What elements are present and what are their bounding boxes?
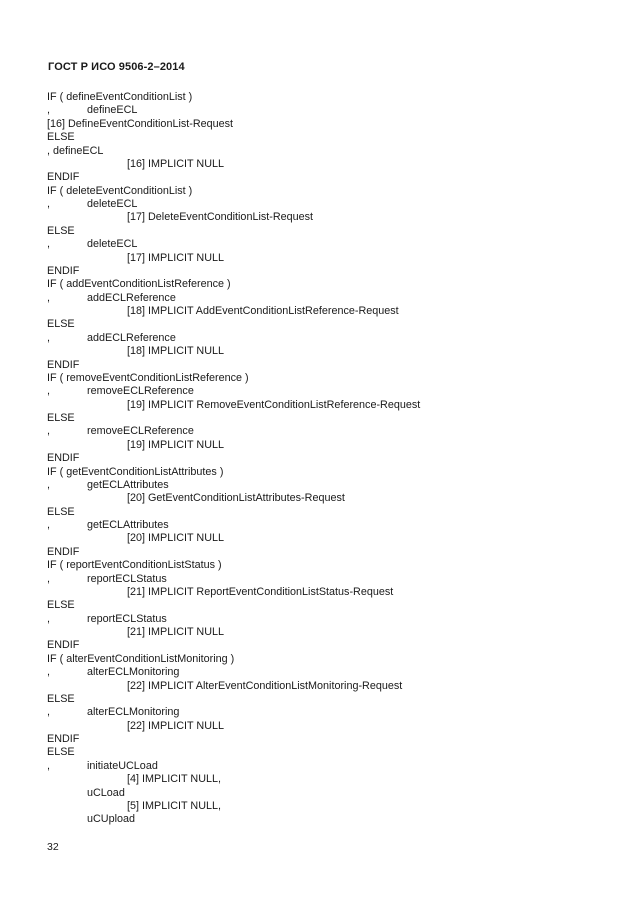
code-line-text: [19] IMPLICIT RemoveEventConditionListReference-Request [127, 398, 421, 411]
code-line-text: [20] IMPLICIT NULL [127, 532, 225, 545]
code-line-text: [21] IMPLICIT ReportEventConditionListStatus-Request [127, 585, 394, 598]
code-line [47, 639, 607, 652]
code-line-text: uCLoad [87, 786, 125, 799]
comma-separator: , [47, 612, 50, 625]
code-line-text: addECLReference [87, 331, 176, 344]
code-line-text: deleteECL [87, 238, 138, 251]
code-line [47, 305, 607, 318]
code-line-text: ENDIF [47, 171, 80, 184]
code-line [47, 158, 607, 171]
comma-separator: , [47, 478, 50, 491]
code-line [47, 492, 607, 505]
code-line [47, 372, 607, 385]
comma-separator: , [47, 759, 50, 772]
code-line-text: getECLAttributes [87, 478, 169, 491]
code-line [47, 345, 607, 358]
code-line [47, 452, 607, 465]
code-line-text: IF ( addEventConditionListReference ) [47, 278, 231, 291]
code-line [47, 225, 607, 238]
comma-separator: , [47, 385, 50, 398]
code-line-text: ENDIF [47, 358, 80, 371]
code-line-text: ENDIF [47, 264, 80, 277]
code-line-text: ELSE [47, 412, 75, 424]
comma-separator: , [47, 572, 50, 585]
code-line-text: [20] GetEventConditionListAttributes-Request [127, 492, 345, 505]
code-line-text: IF ( alterEventConditionListMonitoring ) [47, 652, 235, 665]
code-line [47, 813, 607, 826]
code-line [47, 318, 607, 331]
code-line-text: [19] IMPLICIT NULL [127, 438, 225, 451]
code-line-text: [17] DeleteEventConditionList-Request [127, 211, 314, 224]
code-line-text: IF ( deleteEventConditionList ) [47, 184, 193, 197]
code-line-text: alterECLMonitoring [87, 666, 180, 679]
code-line [47, 546, 607, 559]
code-line-text: ELSE [47, 692, 75, 705]
code-line-text: IF ( getEventConditionListAttributes ) [47, 465, 224, 478]
code-line-text: initiateUCLoad [87, 759, 158, 772]
code-line-text: [22] IMPLICIT AlterEventConditionListMonitoring-Request [127, 679, 403, 692]
code-line [47, 278, 607, 291]
code-line-text: [16] IMPLICIT NULL [127, 157, 225, 170]
code-line [47, 412, 607, 425]
code-line [47, 332, 607, 345]
comma-separator: , [47, 238, 50, 251]
code-line-text: [5] IMPLICIT NULL, [127, 799, 222, 812]
code-line-text: IF ( defineEventConditionList ) [47, 91, 193, 103]
code-line-text: ENDIF [47, 452, 80, 465]
code-line-text: [16] DefineEventConditionList-Request [47, 117, 234, 130]
code-line-text: IF ( reportEventConditionListStatus ) [47, 559, 222, 572]
code-line [47, 506, 607, 519]
code-line [47, 198, 607, 211]
code-line-text: ENDIF [47, 733, 80, 745]
code-line-text: ENDIF [47, 639, 80, 652]
code-line-text: defineECL [87, 104, 138, 117]
code-line [47, 385, 607, 398]
code-line-text: alterECLMonitoring [87, 706, 180, 719]
comma-separator: , [47, 706, 50, 719]
code-line-text: [18] IMPLICIT AddEventConditionListReference-Request [127, 305, 399, 317]
code-line [47, 532, 607, 545]
code-line-text: removeECLReference [87, 425, 194, 438]
code-line [47, 252, 607, 265]
code-line-text: removeECLReference [87, 385, 194, 398]
code-line [47, 693, 607, 706]
code-line-text: [18] IMPLICIT NULL [127, 345, 225, 358]
code-line [47, 706, 607, 719]
code-line-text: ELSE [47, 131, 75, 144]
code-line-text: reportECLStatus [87, 572, 167, 585]
code-line [47, 559, 607, 572]
comma-separator: , [47, 104, 50, 117]
code-line [47, 720, 607, 733]
code-line-text: getECLAttributes [87, 519, 169, 531]
code-line [47, 238, 607, 251]
code-line [47, 599, 607, 612]
code-line [47, 91, 607, 104]
code-line-text: [4] IMPLICIT NULL, [127, 773, 222, 786]
code-line [47, 466, 607, 479]
code-line [47, 265, 607, 278]
code-line [47, 104, 607, 117]
code-line [47, 399, 607, 412]
code-line [47, 439, 607, 452]
code-line-text: addECLReference [87, 291, 176, 304]
code-listing [47, 91, 607, 827]
standard-header: ГОСТ Р ИСО 9506-2–2014 [48, 61, 185, 73]
code-line [47, 519, 607, 532]
code-line-text: , defineECL [47, 144, 104, 157]
code-line [47, 680, 607, 693]
comma-separator: , [47, 291, 50, 304]
code-line [47, 131, 607, 144]
code-line [47, 145, 607, 158]
code-line-text: [17] IMPLICIT NULL [127, 251, 225, 264]
code-line [47, 773, 607, 786]
comma-separator: , [47, 519, 50, 531]
code-line-text: IF ( removeEventConditionListReference ) [47, 371, 249, 384]
page-number: 32 [47, 841, 59, 853]
code-line [47, 479, 607, 492]
code-line-text: reportECLStatus [87, 612, 167, 625]
code-line [47, 586, 607, 599]
code-line-text: ELSE [47, 318, 75, 331]
code-line [47, 425, 607, 438]
code-line [47, 171, 607, 184]
code-line-text: deleteECL [87, 198, 138, 210]
code-line-text: ELSE [47, 224, 75, 237]
code-line [47, 211, 607, 224]
comma-separator: , [47, 331, 50, 344]
code-line [47, 666, 607, 679]
code-line [47, 746, 607, 759]
code-line-text: ELSE [47, 599, 75, 612]
code-line [47, 118, 607, 131]
code-line [47, 760, 607, 773]
code-line-text: [22] IMPLICIT NULL [127, 719, 225, 732]
code-line [47, 626, 607, 639]
code-line [47, 733, 607, 746]
code-line-text: uCUpload [87, 813, 136, 826]
code-line [47, 573, 607, 586]
code-line-text: [21] IMPLICIT NULL [127, 626, 225, 638]
comma-separator: , [47, 198, 50, 210]
comma-separator: , [47, 666, 50, 679]
code-line [47, 185, 607, 198]
comma-separator: , [47, 425, 50, 438]
code-line [47, 359, 607, 372]
code-line [47, 653, 607, 666]
code-line [47, 292, 607, 305]
code-line-text: ELSE [47, 505, 75, 518]
code-line-text: ELSE [47, 746, 75, 759]
code-line [47, 613, 607, 626]
code-line-text: ENDIF [47, 545, 80, 558]
code-line [47, 787, 607, 800]
code-line [47, 800, 607, 813]
